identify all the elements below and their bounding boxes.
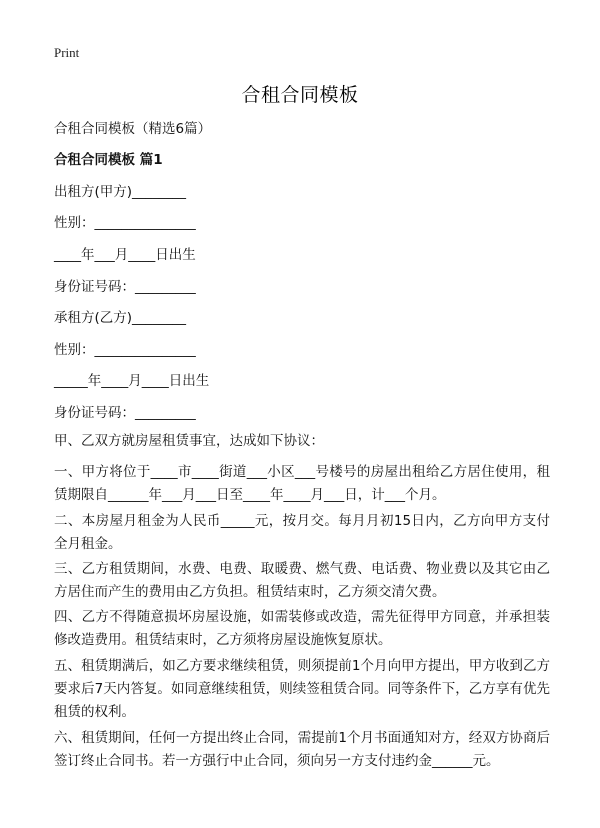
clause-2: 二、本房屋月租金为人民币_____元，按月交。每月月初15日内，乙方向甲方支付全月租金。 [54,513,550,552]
document-subtitle: 合租合同模板（精选6篇） [54,121,212,137]
print-label: Print [54,45,80,60]
lessor-gender: 性别：_______________ [54,215,196,231]
clause-5: 五、租赁期满后，如乙方要求继续租赁，则须提前1个月向甲方提出，甲方收到乙方要求后7天内答复。如同意继续租赁，则续签租赁合同。同等条件下，乙方享有优先租赁的权利。 [54,658,550,720]
lessee-id: 身份证号码：_________ [54,405,196,421]
lessor-line: 出租方(甲方)________ [54,184,187,200]
lessee-gender: 性别：_______________ [54,342,196,358]
section-heading: 合租合同模板 篇1 [54,152,163,168]
lessor-birth: ____年___月____日出生 [54,247,196,263]
lessee-line: 承租方(乙方)________ [54,310,187,326]
clause-4: 四、乙方不得随意损坏房屋设施，如需装修或改造，需先征得甲方同意，并承担装修改造费用。租赁结束时，乙方须将房屋设施恢复原状。 [54,609,550,648]
clause-1: 一、甲方将位于____市____街道___小区___号楼号的房屋出租给乙方居住使用，租赁期限自______年___月___日至____年____月___日，计___个月。 [54,464,550,503]
lessee-birth: _____年____月____日出生 [54,373,210,389]
clause-6: 六、租赁期间，任何一方提出终止合同，需提前1个月书面通知对方，经双方协商后签订终止合同书。若一方强行中止合同，须向另一方支付违约金______元。 [54,730,550,769]
lessor-id: 身份证号码：_________ [54,279,196,295]
agreement-intro: 甲、乙双方就房屋租赁事宜，达成如下协议： [54,433,324,449]
document-title: 合租合同模板 [241,84,359,106]
clause-3: 三、乙方租赁期间，水费、电费、取暖费、燃气费、电话费、物业费以及其它由乙方居住而产生的费用由乙方负担。租赁结束时，乙方须交清欠费。 [54,561,550,600]
